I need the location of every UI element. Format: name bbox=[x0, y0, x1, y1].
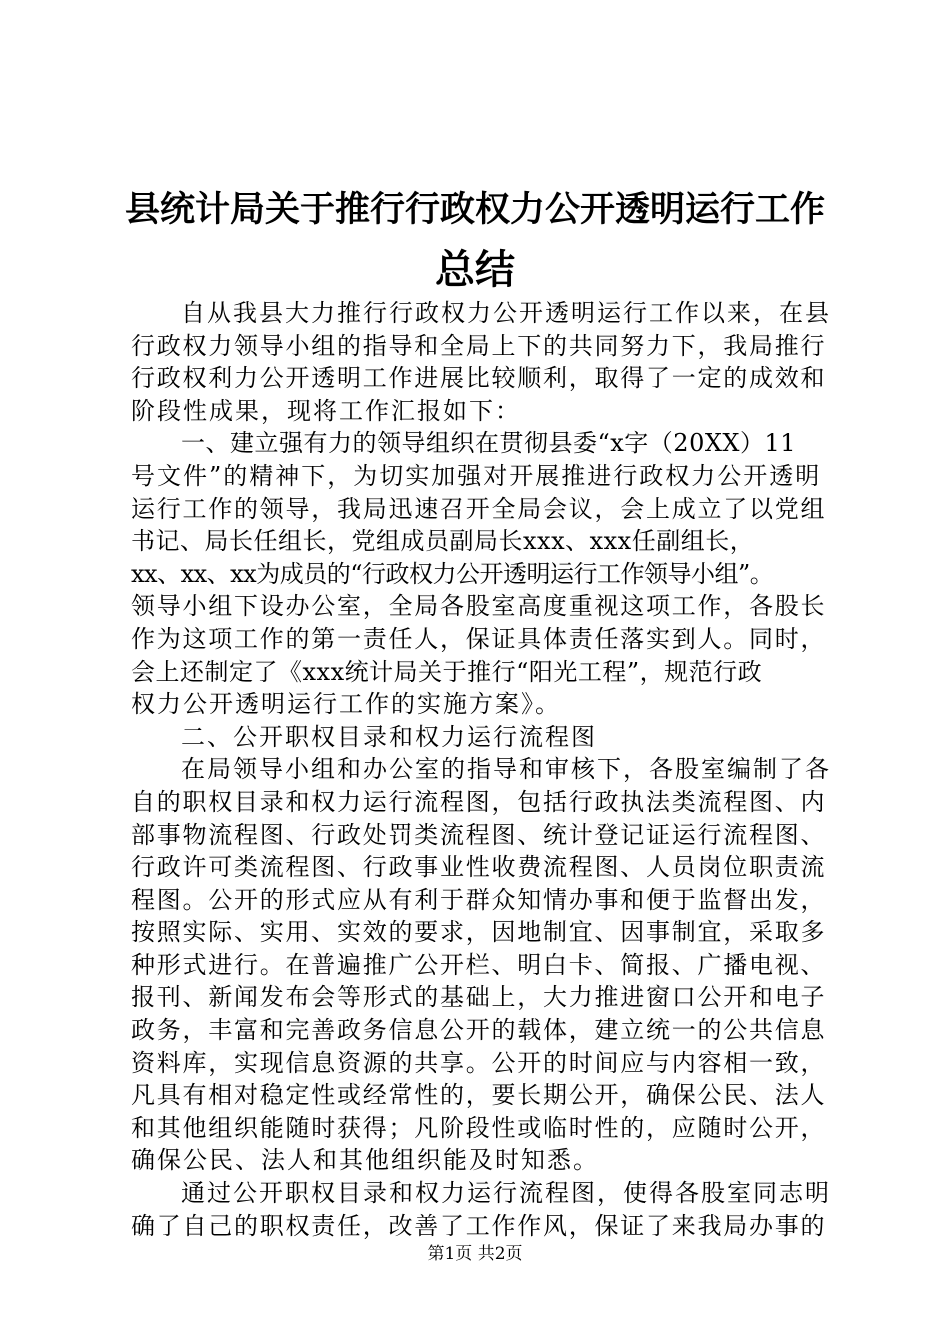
section-heading: 二、公开职权目录和权力运行流程图 bbox=[181, 722, 597, 751]
body-line: 行政许可类流程图、行政事业性收费流程图、人员岗位职责流 bbox=[131, 853, 827, 882]
body-line: 运行工作的领导，我局迅速召开全局会议，会上成立了以党组 bbox=[131, 494, 827, 523]
body-line: 自从我县大力推行行政权力公开透明运行工作以来，在县 bbox=[181, 299, 831, 327]
document-body bbox=[131, 297, 831, 1242]
body-line: 会上还制定了《xxx统计局关于推行“阳光工程”，规范行政 bbox=[131, 657, 763, 686]
body-line: 确了自己的职权责任，改善了工作作风，保证了来我局办事的 bbox=[131, 1211, 827, 1240]
document-title-line-1: 县统计局关于推行行政权力公开透明运行工作 bbox=[124, 190, 825, 230]
document-title-line-2: 总结 bbox=[435, 247, 515, 293]
page-number-footer: 第1页 共2页 bbox=[427, 1244, 523, 1264]
body-line: xx、xx、xx为成员的“行政权力公开透明运行工作领导小组”。 bbox=[131, 559, 774, 588]
body-line: 确保公民、法人和其他组织能及时知悉。 bbox=[131, 1146, 599, 1175]
body-line: 号文件”的精神下，为切实加强对开展推进行政权力公开透明 bbox=[131, 461, 822, 490]
body-line: 和其他组织能随时获得；凡阶段性或临时性的，应随时公开， bbox=[131, 1113, 827, 1142]
body-line: 行政权力领导小组的指导和全局上下的共同努力下，我局推行 bbox=[131, 331, 827, 360]
body-line: 凡具有相对稳定性或经常性的，要长期公开，确保公民、法人 bbox=[131, 1081, 827, 1110]
body-line: 在局领导小组和办公室的指导和审核下，各股室编制了各 bbox=[181, 755, 831, 784]
body-line: 行政权利力公开透明工作进展比较顺利，取得了一定的成效和 bbox=[131, 364, 827, 393]
body-line: 报刊、新闻发布会等形式的基础上，大力推进窗口公开和电子 bbox=[131, 983, 827, 1012]
body-line: 程图。公开的形式应从有利于群众知情办事和便于监督出发， bbox=[131, 885, 827, 914]
body-line: 通过公开职权目录和权力运行流程图，使得各股室同志明 bbox=[181, 1179, 831, 1208]
body-line: 资料库，实现信息资源的共享。公开的时间应与内容相一致， bbox=[131, 1048, 827, 1077]
body-line: 部事物流程图、行政处罚类流程图、统计登记证运行流程图、 bbox=[131, 820, 827, 849]
body-line: 领导小组下设办公室，全局各股室高度重视这项工作，各股长 bbox=[131, 592, 827, 621]
body-line: 作为这项工作的第一责任人，保证具体责任落实到人。同时， bbox=[131, 624, 827, 653]
body-line: 一、建立强有力的领导组织在贯彻县委“x字（20XX）11 bbox=[181, 429, 797, 458]
body-line: 种形式进行。在普遍推广公开栏、明白卡、简报、广播电视、 bbox=[131, 950, 827, 979]
body-line: 阶段性成果，现将工作汇报如下： bbox=[131, 396, 521, 425]
body-line: 按照实际、实用、实效的要求，因地制宜、因事制宜，采取多 bbox=[131, 918, 827, 947]
body-line: 政务，丰富和完善政务信息公开的载体，建立统一的公共信息 bbox=[131, 1016, 827, 1045]
body-line: 自的职权目录和权力运行流程图，包括行政执法类流程图、内 bbox=[131, 787, 827, 816]
body-line: 权力公开透明运行工作的实施方案》。 bbox=[131, 690, 561, 719]
body-line: 书记、局长任组长，党组成员副局长xxx、xxx任副组长， bbox=[131, 527, 755, 556]
